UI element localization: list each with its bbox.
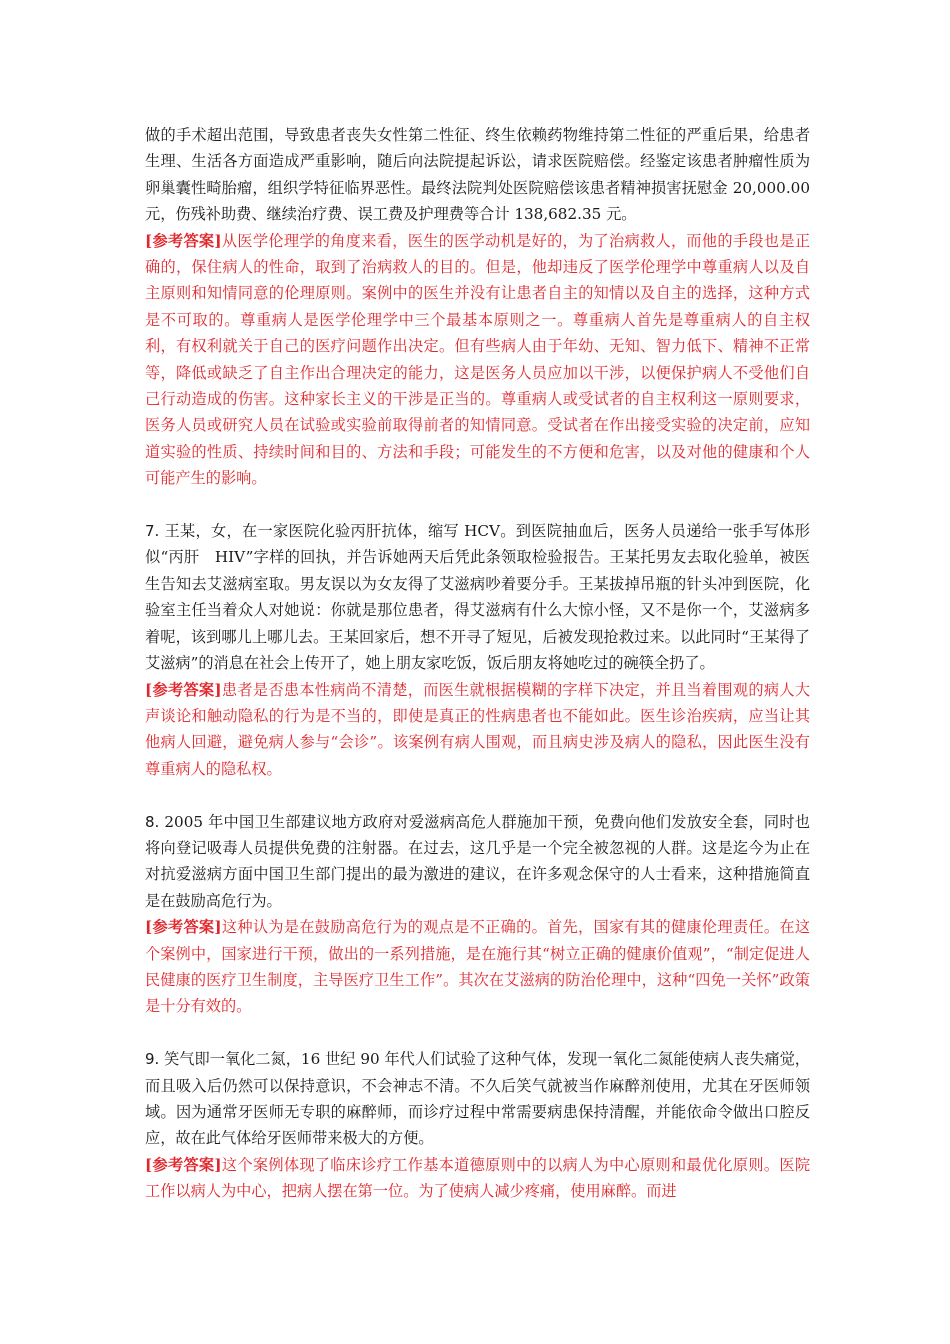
- question-text: 笑气即一氧化二氮，16 世纪 90 年代人们试验了这种气体，发现一氧化二氮能使病人丧失痛觉，而且吸入后仍然可以保持意识，不会神志不清。不久后笑气就被当作麻醉剂使用，尤其在牙医师领域。因为通常牙医师无专职的麻醉师，而诊疗过程中常需要病患保持清醒，并能依命令做出口腔反应，故在此气体给牙医师带来极大的方便。: [145, 1050, 810, 1148]
- case-8-text: [145, 809, 810, 915]
- spacer: [145, 782, 810, 808]
- answer-text: 患者是否患本性病尚不清楚，而医生就根据模糊的字样下决定，并且当着围观的病人大声谈论和触动隐私的行为是不当的，即使是真正的性病患者也不能如此。医生诊治疾病，应当让其他病人回避，避免病人参与“会诊”。该案例有病人围观，而且病史涉及病人的隐私，因此医生没有尊重病人的隐私权。: [145, 680, 811, 778]
- answer-tag: [参考答案]: [145, 918, 222, 937]
- case-6-text: 做的手术超出范围，导致患者丧失女性第二性征、终生依赖药物维持第二性征的严重后果，给患者生理、生活各方面造成严重影响，随后向法院提起诉讼，请求医院赔偿。经鉴定该患者肿瘤性质为卵巢囊性畸胎瘤，组织学特征临界恶性。最终法院判处医院赔偿该患者精神损害抚慰金 20,000.00 元，伤残补助费、继续治疗费、误工费及护理费等合计 138,682.35 元。: [145, 126, 810, 224]
- answer-tag: [参考答案]: [145, 680, 222, 699]
- answer-text: 这种认为是在鼓励高危行为的观点是不正确的。首先，国家有其的健康伦理责任。在这个案例中，国家进行干预，做出的一系列措施，是在施行其“树立正确的健康价值观”，“制定促进人民健康的医疗卫生制度，主导医疗卫生工作”。其次在艾滋病的防治伦理中，这种“四免一关怀”政策是十分有效的。: [145, 918, 811, 1016]
- question-number: 9.: [145, 1050, 160, 1069]
- question-text: 2005 年中国卫生部建议地方政府对爱滋病高危人群施加干预，免费向他们发放安全套，同时也将向登记吸毒人员提供免费的注射器。在过去，这几乎是一个完全被忽视的人群。这是迄今为止在对抗爱滋病方面中国卫生部门提出的最为激进的建议，在许多观念保守的人士看来，这种措施简直是在鼓励高危行为。: [145, 812, 810, 910]
- question-number: 7.: [145, 522, 160, 541]
- question-number: 8.: [145, 812, 160, 831]
- case-9-text: [145, 1046, 810, 1152]
- case-7-text: [145, 518, 810, 676]
- answer-text: 从医学伦理学的角度来看，医生的医学动机是好的，为了治病救人，而他的手段也是正确的，保住病人的性命，取到了治病救人的目的。但是，他却违反了医学伦理学中尊重病人以及自主原则和知情同意的伦理原则。案例中的医生并没有让患者自主的知情以及自主的选择，这种方式是不可取的。尊重病人是医学伦理学中三个最基本原则之一。尊重病人首先是尊重病人的自主权利，有权利就关于自己的医疗问题作出决定。但有些病人由于年幼、无知、智力低下、精神不正常等，降低或缺乏了自主作出合理决定的能力，这是医务人员应加以干涉，以便保护病人不受他们自己行动造成的伤害。这种家长主义的干涉是正当的。尊重病人或受试者的自主权利这一原则要求，医务人员或研究人员在试验或实验前取得前者的知情同意。受试者在作出接受实验的决定前，应知道实验的性质、持续时间和目的、方法和手段；可能发生的不方便和危害，以及对他的健康和个人可能产生的影响。: [145, 231, 811, 488]
- case-8-answer: [145, 914, 810, 1020]
- question-text: 王某，女，在一家医院化验丙肝抗体，缩写 HCV。到医院抽血后，医务人员递给一张手写体形似“丙肝 HIV”字样的回执，并告诉她两天后凭此条领取检验报告。王某托男友去取化验单，被医生告知去艾滋病室取。男友误以为女友得了艾滋病吵着要分手。王某拔掉吊瓶的针头冲到医院，化验室主任当着众人对她说：你就是那位患者，得艾滋病有什么大惊小怪，又不是你一个，艾滋病多着呢，该到哪儿上哪儿去。王某回家后，想不开寻了短见，后被发现抢救过来。以此同时“王某得了艾滋病”的消息在社会上传开了，她上朋友家吃饭，饭后朋友将她吃过的碗筷全扔了。: [145, 522, 810, 673]
- case-7-answer: [145, 677, 810, 783]
- spacer: [145, 1020, 810, 1046]
- spacer: [145, 492, 810, 518]
- answer-tag: [参考答案]: [145, 1155, 222, 1174]
- case-6-answer: [145, 228, 810, 492]
- case-9-answer: [145, 1152, 810, 1205]
- answer-text: 这个案例体现了临床诊疗工作基本道德原则中的以病人为中心原则和最优化原则。医院工作以病人为中心，把病人摆在第一位。为了使病人减少疼痛，使用麻醉。而进: [145, 1155, 811, 1201]
- answer-tag: [参考答案]: [145, 231, 222, 250]
- document-page: [145, 122, 810, 1205]
